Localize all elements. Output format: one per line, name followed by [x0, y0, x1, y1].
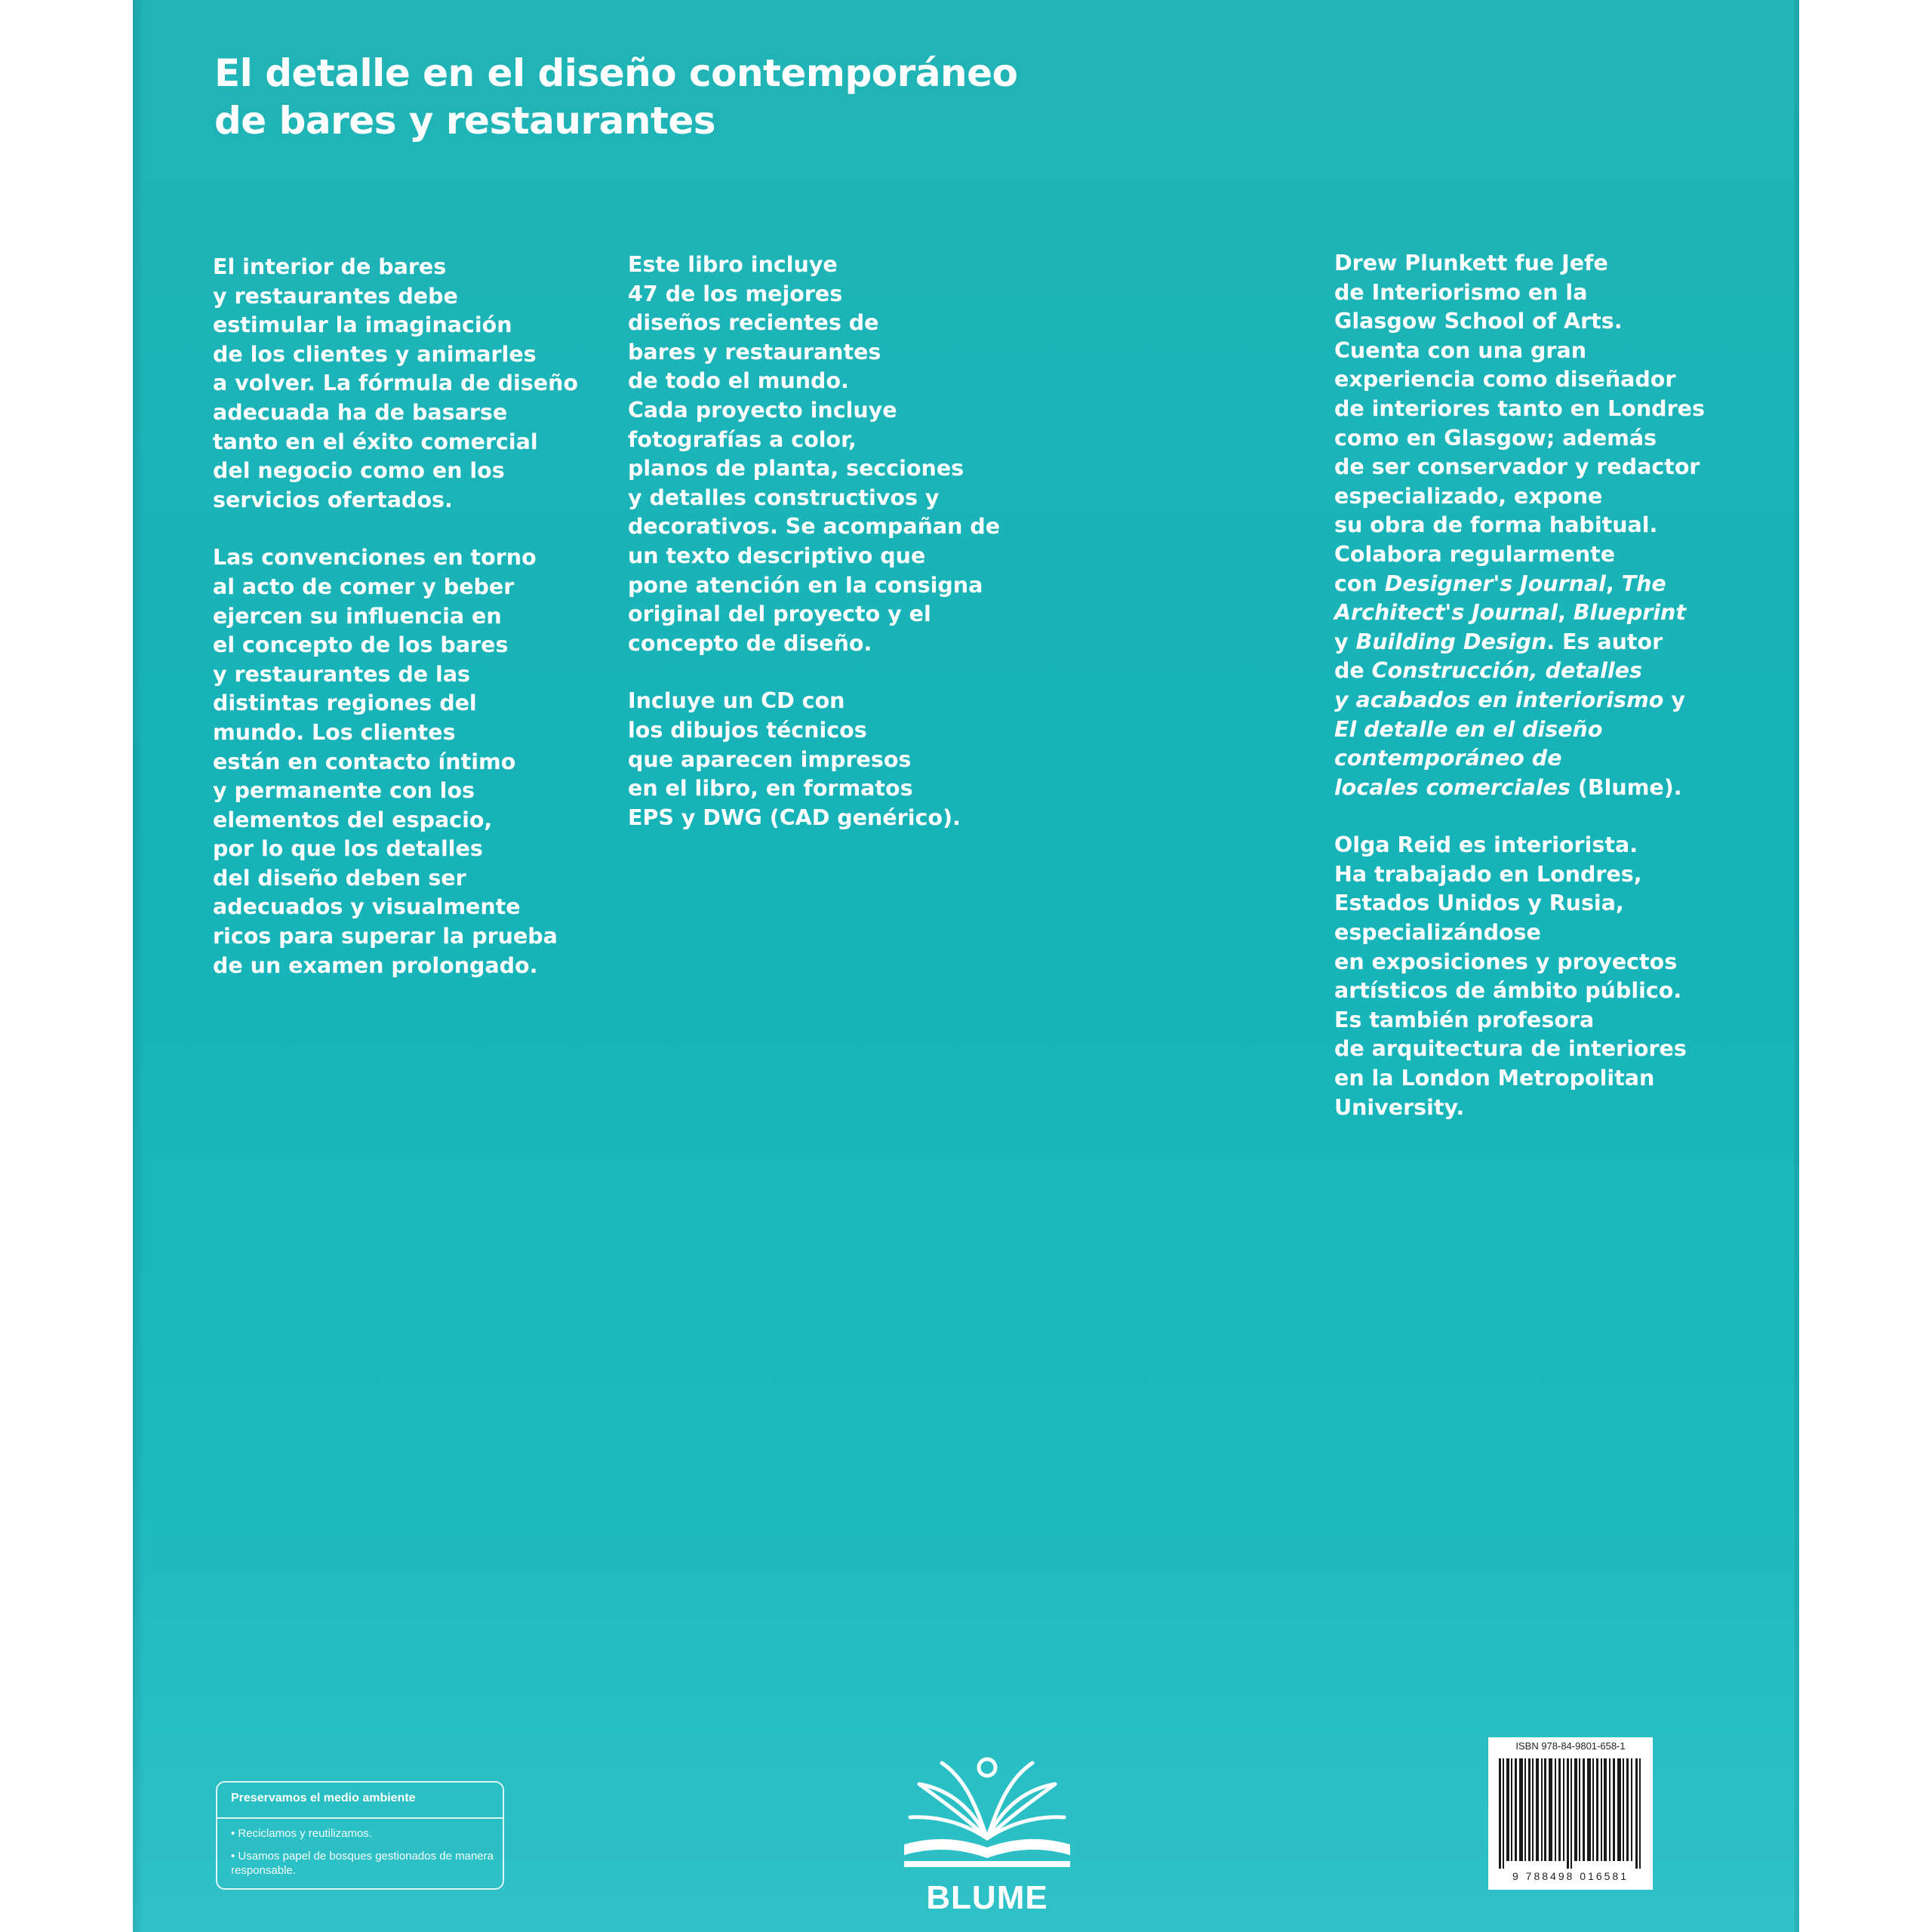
text-line: un texto descriptivo que [628, 543, 926, 568]
book-title: El detalle en el diseño [1334, 716, 1603, 742]
book-back-cover [133, 0, 1799, 1932]
book-title: locales comerciales [1334, 774, 1571, 800]
text-line: del negocio como en los [213, 458, 505, 484]
publication-title: Blueprint [1573, 600, 1686, 626]
text-line: su obra de forma habitual. [1334, 512, 1658, 538]
text-line: Cada proyecto incluye [628, 397, 897, 423]
text-line: adecuada ha de basarse [213, 399, 508, 425]
text-line: Olga Reid es interiorista. [1334, 832, 1638, 858]
text-line: EPS y DWG (CAD genérico). [628, 804, 961, 830]
text-line: de Interiorismo en la [1334, 279, 1588, 305]
text-line: tanto en el éxito comercial [213, 429, 538, 454]
blurb-paragraph [628, 687, 975, 832]
text-line: decorativos. Se acompañan de [628, 514, 1001, 540]
text-run: de [1334, 658, 1372, 684]
text-line: están en contacto íntimo [213, 749, 516, 774]
text-line [1334, 715, 1697, 745]
title-line: de bares y restaurantes [214, 99, 716, 143]
author-bio-column [1334, 249, 1705, 1151]
environment-notice-item: • Reciclamos y reutilizamos. [231, 1827, 372, 1840]
publication-title: Designer's Journal [1384, 571, 1606, 596]
text-line: mundo. Los clientes [213, 719, 456, 745]
environment-notice-title: Preservamos el medio ambiente [231, 1792, 416, 1804]
text-line [1334, 628, 1697, 657]
text-line: y restaurantes de las [213, 661, 471, 687]
text-line: como en Glasgow; además [1334, 425, 1657, 451]
blurb-paragraph [213, 253, 578, 515]
blurb-paragraph [628, 251, 1001, 658]
text-line: por lo que los detalles [213, 836, 483, 862]
text-line: de los clientes y animarles [213, 341, 537, 367]
text-line: El interior de bares [213, 254, 447, 279]
text-line [1334, 570, 1697, 599]
isbn-number: ISBN 978-84-9801-658-1 [1515, 1740, 1626, 1752]
book-title: contemporáneo de [1334, 746, 1562, 771]
text-line: concepto de diseño. [628, 630, 872, 656]
text-run: y [1663, 687, 1685, 712]
text-line: Incluye un CD con [628, 688, 845, 714]
text-line: de interiores tanto en Londres [1334, 395, 1705, 421]
book-title: Construcción, detalles [1371, 658, 1642, 684]
text-line: que aparecen impresos [628, 746, 912, 772]
barcode-bars [1496, 1758, 1645, 1869]
cover-edge [1795, 0, 1799, 1932]
text-line: bares y restaurantes [628, 339, 881, 365]
text-line: a volver. La fórmula de diseño [213, 371, 578, 396]
cover-title [214, 50, 1195, 145]
text-run: con [1334, 571, 1385, 596]
text-run: , [1605, 571, 1622, 596]
text-run: , [1557, 600, 1574, 626]
text-line: de arquitectura de interiores [1334, 1036, 1687, 1062]
publisher-logo [866, 1748, 1108, 1921]
environment-notice-item: • Usamos papel de bosques gestionados de manera responsable. [231, 1850, 494, 1877]
text-run: (Blume). [1570, 774, 1682, 800]
text-line: en la London Metropolitan [1334, 1066, 1655, 1091]
text-line [1334, 744, 1697, 774]
text-run: . Es autor [1546, 629, 1663, 654]
blurb-paragraph [213, 543, 560, 980]
text-line: planos de planta, secciones [628, 456, 964, 481]
text-line: los dibujos técnicos [628, 717, 867, 743]
text-line: diseños recientes de [628, 310, 879, 336]
text-line: en el libro, en formatos [628, 776, 913, 801]
text-line [1334, 686, 1697, 715]
author-bio-plunkett [1334, 249, 1705, 802]
spine-shadow [133, 0, 143, 1932]
text-line: servicios ofertados. [213, 487, 453, 512]
text-line: original del proyecto y el [628, 601, 931, 627]
text-line: pone atención en la consigna [628, 572, 983, 598]
text-line: en exposiciones y proyectos [1334, 949, 1678, 974]
text-line: Estados Unidos y Rusia, [1334, 891, 1624, 916]
text-line [1334, 774, 1697, 803]
isbn-barcode [1488, 1737, 1653, 1890]
text-line: distintas regiones del [213, 691, 477, 716]
text-line: Cuenta con una gran [1334, 337, 1586, 363]
book-title: y acabados en interiorismo [1334, 687, 1664, 712]
divider [217, 1817, 503, 1819]
text-line: de todo el mundo. [628, 368, 849, 394]
text-line: al acto de comer y beber [213, 574, 515, 599]
text-line: Ha trabajado en Londres, [1334, 861, 1642, 887]
publication-title: Building Design [1355, 629, 1547, 654]
open-book-leaves-icon [897, 1748, 1078, 1876]
publication-title: The [1621, 571, 1666, 596]
publisher-name: BLUME [926, 1879, 1048, 1916]
text-line: experiencia como diseñador [1334, 367, 1676, 392]
text-line: Este libro incluye [628, 252, 838, 277]
text-line: estimular la imaginación [213, 312, 512, 338]
text-line: Las convenciones en torno [213, 545, 537, 571]
blurb-column-2 [628, 251, 1001, 861]
blurb-column-1 [213, 253, 578, 1009]
text-line: fotografías a color, [628, 426, 857, 452]
title-line: El detalle en el diseño contemporáneo [214, 51, 1018, 95]
text-line: Glasgow School of Arts. [1334, 309, 1623, 334]
publication-title: Architect's Journal [1334, 600, 1558, 626]
text-line: ejercen su influencia en [213, 603, 502, 629]
text-line: especializándose [1334, 920, 1541, 946]
text-line: especializado, expone [1334, 483, 1603, 509]
barcode-digits: 9 788498 016581 [1512, 1870, 1629, 1882]
author-bio-reid [1334, 831, 1697, 1122]
text-line: University. [1334, 1094, 1465, 1120]
text-line: y permanente con los [213, 778, 475, 804]
text-line: artísticos de ámbito público. [1334, 978, 1682, 1004]
text-line: de ser conservador y redactor [1334, 454, 1700, 480]
text-run: y [1334, 629, 1356, 654]
text-line [1334, 657, 1697, 686]
text-line: adecuados y visualmente [213, 894, 521, 920]
text-line: y detalles constructivos y [628, 485, 940, 510]
text-line: el concepto de los bares [213, 632, 509, 658]
text-line: del diseño deben ser [213, 865, 466, 891]
text-line [1334, 598, 1697, 628]
environment-notice-box [216, 1781, 504, 1890]
text-line: de un examen prolongado. [213, 952, 538, 978]
text-line: y restaurantes debe [213, 283, 458, 309]
text-line: Drew Plunkett fue Jefe [1334, 251, 1608, 275]
text-line: Es también profesora [1334, 1007, 1595, 1032]
text-line: Colabora regularmente [1334, 541, 1616, 567]
text-line: elementos del espacio, [213, 807, 493, 832]
text-line: ricos para superar la prueba [213, 924, 558, 949]
text-line: 47 de los mejores [628, 281, 843, 306]
